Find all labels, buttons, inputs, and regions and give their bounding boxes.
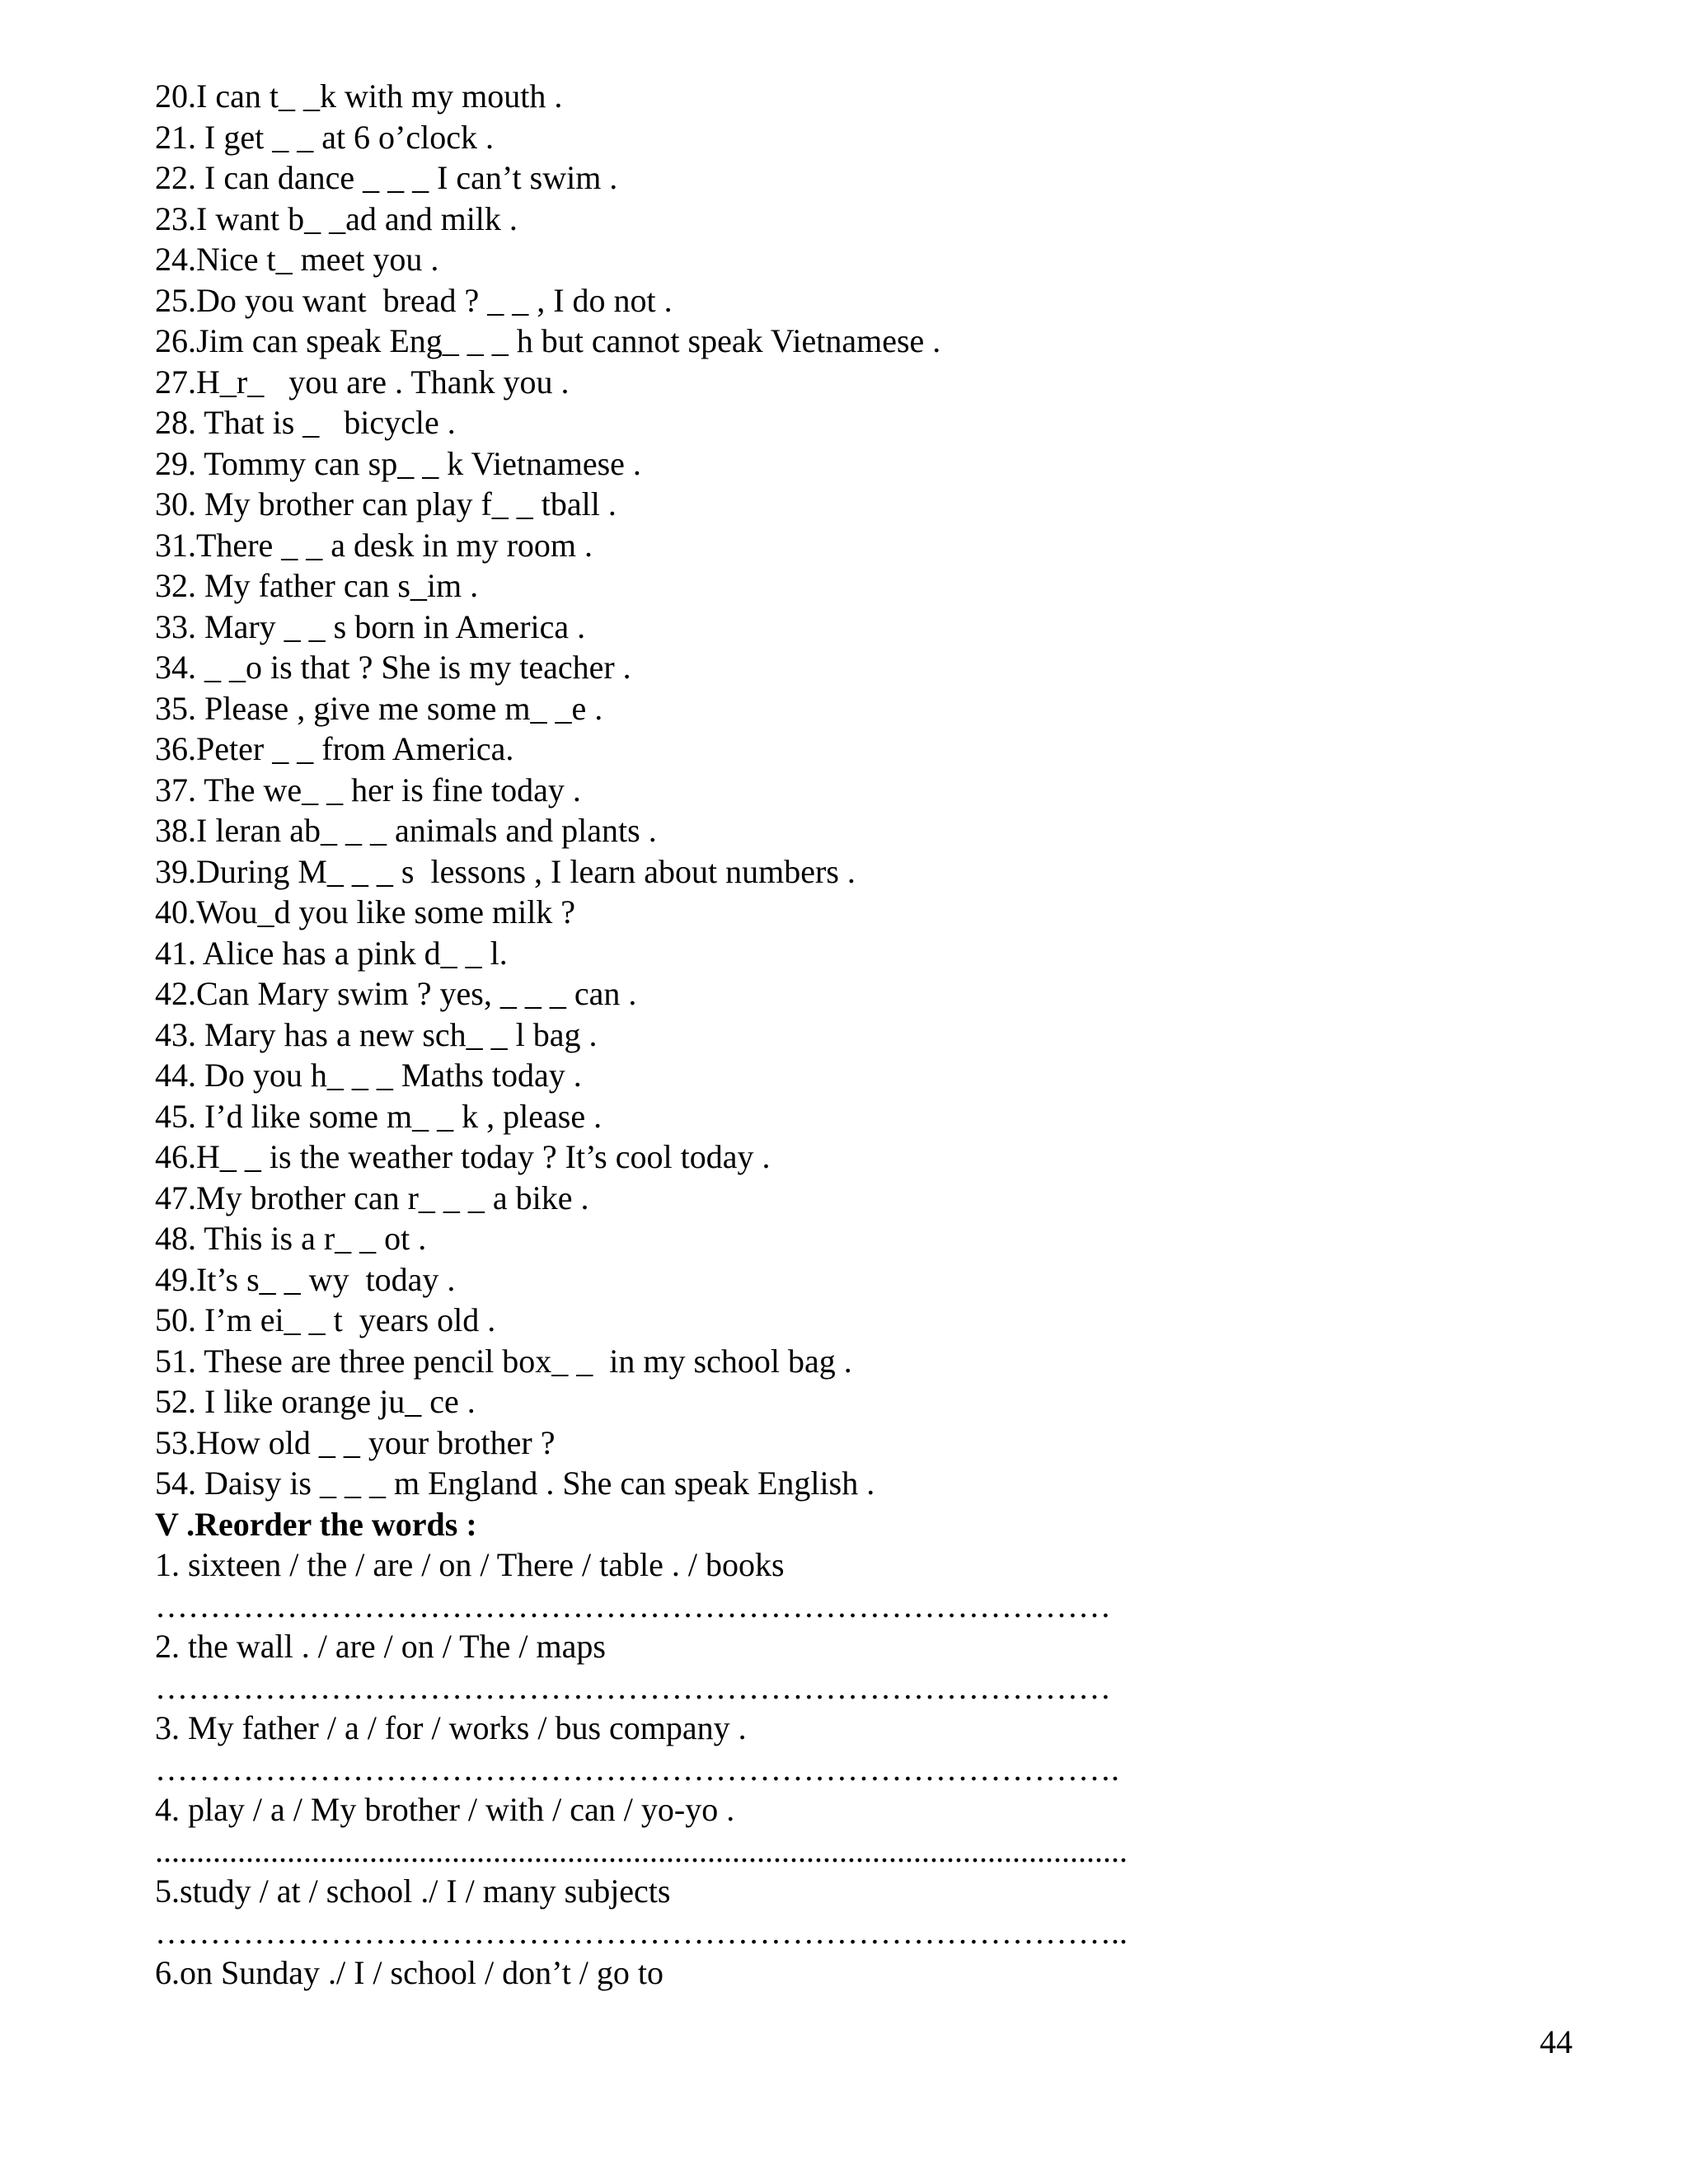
exercise-line-37: 37. The we_ _ her is fine today . — [155, 771, 581, 808]
answer-line-2: …………………………………………………………………………… — [155, 1668, 1111, 1706]
exercise-line-40: 40.Wou_d you like some milk ? — [155, 893, 576, 930]
exercise-line-35: 35. Please , give me some m_ _e . — [155, 689, 603, 727]
exercise-line-46: 46.H_ _ is the weather today ? It’s cool today . — [155, 1138, 771, 1175]
exercise-line-48: 48. This is a r_ _ ot . — [155, 1220, 427, 1257]
reorder-item-2: 2. the wall . / are / on / The / maps — [155, 1628, 606, 1665]
exercise-line-41: 41. Alice has a pink d_ _ l. — [155, 934, 508, 972]
exercise-line-49: 49.It’s s_ _ wy today . — [155, 1260, 456, 1298]
page-number: 44 — [1540, 2023, 1573, 2060]
exercise-line-42: 42.Can Mary swim ? yes, _ _ _ can . — [155, 975, 637, 1012]
exercise-line-43: 43. Mary has a new sch_ _ l bag . — [155, 1015, 598, 1053]
exercise-line-50: 50. I’m ei_ _ t years old . — [155, 1301, 496, 1338]
exercise-line-23: 23.I want b_ _ad and milk . — [155, 199, 518, 237]
exercise-line-28: 28. That is _ bicycle . — [155, 404, 456, 441]
exercise-line-20: 20.I can t_ _k with my mouth . — [155, 77, 563, 115]
answer-line-5: …………………………………………………………………………….. — [155, 1913, 1128, 1951]
section-v-heading: V .Reorder the words : — [155, 1505, 477, 1543]
exercise-line-31: 31.There _ _ a desk in my room . — [155, 526, 593, 564]
exercise-line-34: 34. _ _o is that ? She is my teacher . — [155, 649, 631, 686]
reorder-item-3: 3. My father / a / for / works / bus company . — [155, 1709, 747, 1746]
exercise-line-47: 47.My brother can r_ _ _ a bike . — [155, 1179, 589, 1216]
exercise-line-29: 29. Tommy can sp_ _ k Vietnamese . — [155, 444, 641, 482]
exercise-line-51: 51. These are three pencil box_ _ in my school bag . — [155, 1342, 852, 1380]
exercise-line-27: 27.H_r_ you are . Thank you . — [155, 363, 570, 401]
exercise-line-54: 54. Daisy is _ _ _ m England . She can speak English . — [155, 1465, 875, 1502]
exercise-line-33: 33. Mary _ _ s born in America . — [155, 607, 586, 645]
reorder-item-4: 4. play / a / My brother / with / can / yo-yo . — [155, 1791, 735, 1828]
exercise-line-53: 53.How old _ _ your brother ? — [155, 1423, 556, 1461]
exercise-line-44: 44. Do you h_ _ _ Maths today . — [155, 1057, 582, 1094]
reorder-item-1: 1. sixteen / the / are / on / There / table . / books — [155, 1546, 785, 1583]
exercise-line-25: 25.Do you want bread ? _ _ , I do not . — [155, 281, 673, 319]
exercise-line-32: 32. My father can s_im . — [155, 567, 479, 604]
exercise-line-38: 38.I leran ab_ _ _ animals and plants . — [155, 812, 657, 849]
answer-line-4: ...................................................................................................................... — [155, 1831, 1128, 1869]
exercise-line-21: 21. I get _ _ at 6 o’clock . — [155, 118, 494, 156]
answer-line-3: ……………………………………………………………………………. — [155, 1750, 1119, 1788]
exercise-line-30: 30. My brother can play f_ _ tball . — [155, 485, 617, 523]
answer-line-1: …………………………………………………………………………… — [155, 1586, 1111, 1624]
exercise-line-52: 52. I like orange ju_ ce . — [155, 1383, 476, 1420]
exercise-line-45: 45. I’d like some m_ _ k , please . — [155, 1097, 603, 1135]
worksheet-content — [155, 76, 1556, 1994]
exercise-line-39: 39.During M_ _ _ s lessons , I learn about numbers . — [155, 852, 856, 890]
reorder-item-5: 5.study / at / school ./ I / many subjects — [155, 1872, 671, 1910]
exercise-line-22: 22. I can dance _ _ _ I can’t swim . — [155, 159, 618, 196]
reorder-item-6: 6.on Sunday ./ I / school / don’t / go to — [155, 1954, 664, 1991]
exercise-line-36: 36.Peter _ _ from America. — [155, 730, 514, 767]
exercise-line-26: 26.Jim can speak Eng_ _ _ h but cannot speak Vietnamese . — [155, 322, 941, 359]
exercise-line-24: 24.Nice t_ meet you . — [155, 241, 439, 278]
